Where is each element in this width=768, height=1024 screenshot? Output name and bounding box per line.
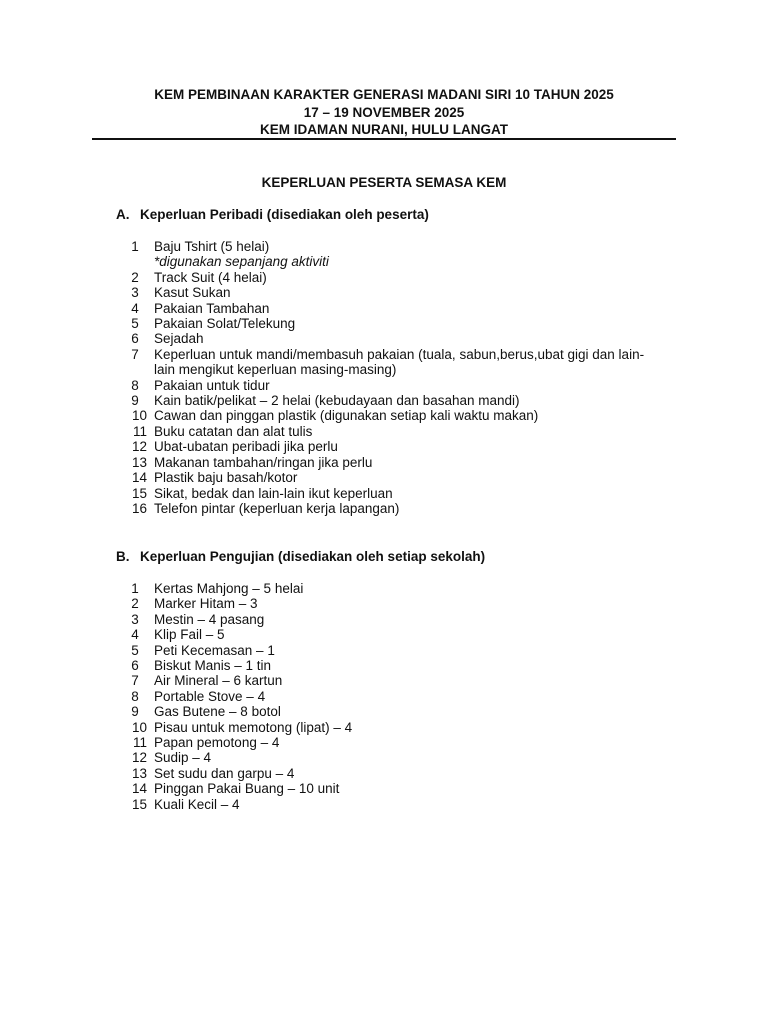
list-item [116,501,656,516]
item-text: Gas Butene – 8 botol [154,704,281,720]
section-a-list [116,239,656,516]
section-b-heading [116,548,485,565]
item-text-block [154,596,656,611]
section-a-letter: A. [116,207,130,222]
item-text-block [154,658,656,673]
item-text: Peti Kecemasan – 1 [154,642,275,658]
list-item [116,612,656,627]
item-text: Biskut Manis – 1 tin [154,658,272,674]
item-number: 4 [131,300,139,316]
header-dates: 17 – 19 NOVEMBER 2025 [303,104,465,120]
item-number: 6 [131,658,139,674]
section-b-letter: B. [116,549,130,564]
item-number: 1 [131,239,139,254]
section-a-title: Keperluan Peribadi (disediakan oleh peserta) [140,207,429,222]
item-text: Buku catatan dan alat tulis [154,423,313,439]
item-text-block [154,301,656,316]
header-divider [92,138,676,140]
item-text-block [154,797,656,812]
item-text-block [154,378,656,393]
list-item [116,470,656,485]
item-number: 7 [131,673,139,689]
item-text-block [154,347,656,378]
item-text: Kain batik/pelikat – 2 helai (kebudayaan dan basahan mandi) [154,393,520,409]
item-number: 9 [131,393,139,409]
item-number: 15 [131,796,147,812]
list-item [116,689,656,704]
item-text: Plastik baju basah/kotor [154,470,298,486]
item-note: *digunakan sepanjang aktiviti [154,254,329,270]
item-number: 12 [131,750,147,766]
item-text-block [154,331,656,346]
list-item [116,439,656,454]
list-item [116,581,656,596]
item-number: 5 [131,316,139,332]
item-number: 16 [131,500,147,516]
item-number: 5 [131,642,139,658]
list-item [116,331,656,346]
item-number: 15 [131,485,147,501]
document-title: KEPERLUAN PESERTA SEMASA KEM [261,175,507,190]
item-text-block [154,393,656,408]
item-number: 10 [131,719,147,735]
item-number: 10 [131,408,147,424]
item-text: Pinggan Pakai Buang – 10 unit [154,781,340,797]
item-text: Pakaian Tambahan [154,300,270,316]
list-item [116,239,656,270]
list-item [116,316,656,331]
list-item [116,643,656,658]
item-text: Mestin – 4 pasang [154,611,265,627]
item-text-block [154,270,656,285]
item-text: Papan pemotong – 4 [154,735,280,751]
item-text-block [154,766,656,781]
item-text-block [154,720,656,735]
list-item [116,781,656,796]
item-text: Pisau untuk memotong (lipat) – 4 [154,719,353,735]
item-text-block [154,612,656,627]
item-number: 14 [131,781,147,797]
item-text-block [154,316,656,331]
section-a-heading [116,206,429,223]
item-number: 3 [131,285,139,301]
list-item [116,455,656,470]
item-text-block [154,239,656,270]
list-item [116,596,656,611]
item-text: Track Suit (4 helai) [154,269,267,285]
item-text-block [154,486,656,501]
list-item [116,735,656,750]
item-number: 8 [131,688,139,704]
item-text: Sudip – 4 [154,750,212,766]
item-text: Sejadah [154,331,204,347]
item-text: Kuali Kecil – 4 [154,796,240,812]
document-header [92,86,676,139]
item-text-block [154,627,656,642]
item-text: Kertas Mahjong – 5 helai [154,581,304,596]
item-text: Pakaian Solat/Telekung [154,316,296,332]
list-item [116,766,656,781]
list-item [116,750,656,765]
item-text-block [154,673,656,688]
item-text: Pakaian untuk tidur [154,377,270,393]
list-item [116,486,656,501]
section-b-list [116,581,656,812]
item-number: 14 [131,470,147,486]
item-text: Air Mineral – 6 kartun [154,673,283,689]
item-number: 2 [131,269,139,285]
item-text: Baju Tshirt (5 helai) [154,239,270,254]
section-b-title: Keperluan Pengujian (disediakan oleh setiap sekolah) [140,549,486,564]
item-text: Klip Fail – 5 [154,627,225,643]
list-item [116,285,656,300]
item-number: 9 [131,704,139,720]
item-text-block [154,439,656,454]
item-text-block [154,581,656,596]
item-text-block [154,455,656,470]
item-text: Makanan tambahan/ringan jika perlu [154,454,373,470]
item-text: Keperluan untuk mandi/membasuh pakaian (tuala, sabun,berus,ubat gigi dan lain-lain mengikut keperluan masing-masing) [154,346,645,378]
list-item [116,378,656,393]
item-text: Telefon pintar (keperluan kerja lapangan) [154,500,400,516]
item-text-block [154,424,656,439]
item-text-block [154,470,656,485]
list-item [116,408,656,423]
item-number: 1 [131,581,139,596]
item-text: Set sudu dan garpu – 4 [154,765,295,781]
list-item [116,627,656,642]
item-number: 8 [131,377,139,393]
item-text-block [154,501,656,516]
item-number: 4 [131,627,139,643]
item-text-block [154,704,656,719]
list-item [116,720,656,735]
item-number: 11 [132,423,147,439]
item-text-block [154,689,656,704]
item-text-block [154,781,656,796]
header-venue: KEM IDAMAN NURANI, HULU LANGAT [260,122,508,137]
item-number: 6 [131,331,139,347]
item-number: 7 [131,346,139,362]
item-text: Ubat-ubatan peribadi jika perlu [154,439,338,455]
list-item [116,424,656,439]
header-camp-name: KEM PEMBINAAN KARAKTER GENERASI MADANI SIRI 10 TAHUN 2025 [154,87,614,102]
item-number: 13 [131,765,147,781]
list-item [116,797,656,812]
item-text-block [154,735,656,750]
list-item [116,347,656,378]
list-item [116,393,656,408]
item-text: Cawan dan pinggan plastik (digunakan setiap kali waktu makan) [154,408,539,424]
item-text: Kasut Sukan [154,285,231,301]
item-number: 11 [132,735,147,751]
item-number: 12 [131,439,147,455]
item-text: Sikat, bedak dan lain-lain ikut keperluan [154,485,393,501]
list-item [116,270,656,285]
list-item [116,704,656,719]
list-item [116,301,656,316]
item-text-block [154,285,656,300]
item-number: 13 [131,454,147,470]
item-number: 3 [131,611,139,627]
list-item [116,673,656,688]
list-item [116,658,656,673]
item-text: Portable Stove – 4 [154,688,266,704]
item-text-block [154,408,656,423]
item-text: Marker Hitam – 3 [154,596,258,612]
item-text-block [154,750,656,765]
item-text-block [154,643,656,658]
item-number: 2 [131,596,139,612]
